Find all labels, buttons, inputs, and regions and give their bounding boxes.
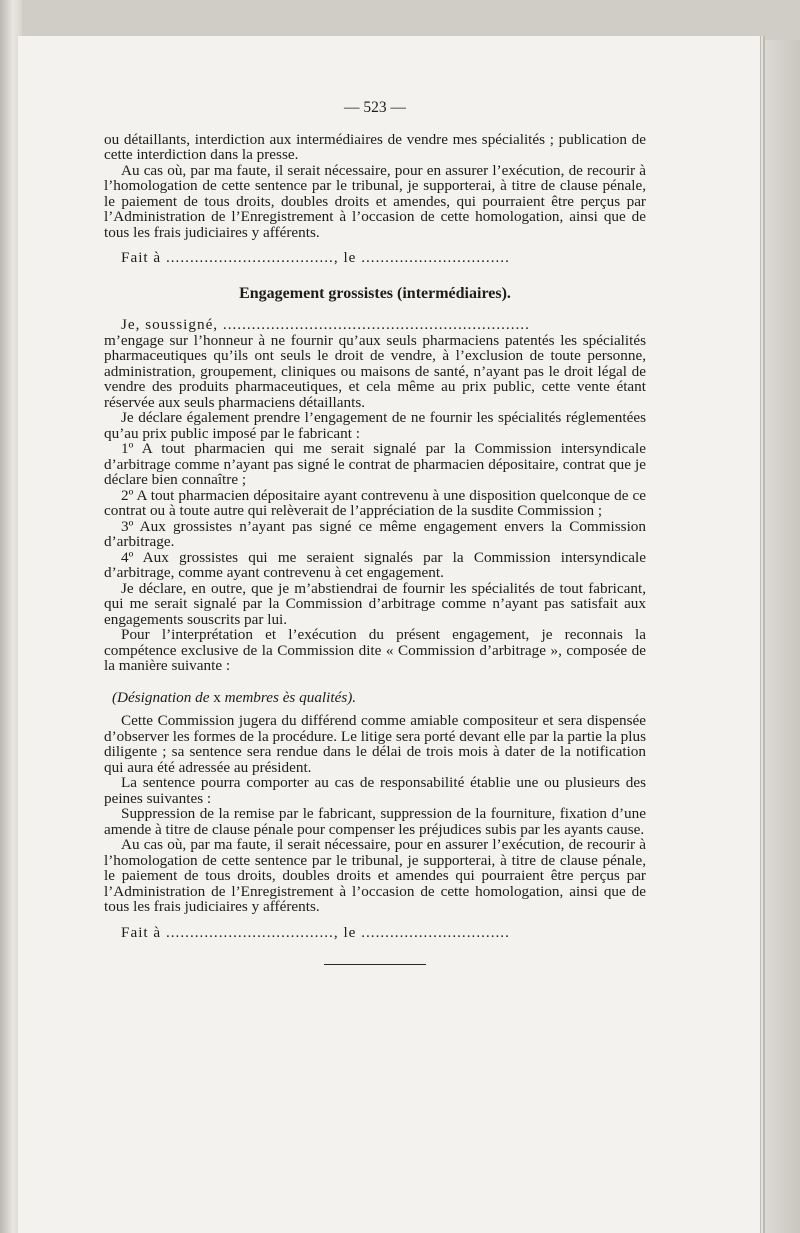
list-item: 3º Aux grossistes n’ayant pas signé ce même engagement envers la Commission d’arbitrage.	[104, 517, 646, 550]
page-stack-edge	[760, 40, 800, 1233]
list-item: 4º Aux grossistes qui me seraient signalés par la Commission intersyndicale d’arbitrage, comme ayant contrevenu à cet engagement.	[104, 548, 646, 581]
paragraph: Cette Commission jugera du différend comme amiable compositeur et sera dispensée d’observer les formes de la procédure. Le litige sera porté devant elle par la partie la plus diligente ; sa sentence sera rendue dans le délai de trois mois à dater de la notification qui aura été adressée au président.	[104, 712, 646, 776]
paragraph: La sentence pourra comporter au cas de responsabilité établie une ou plusieurs des peines suivantes :	[104, 774, 646, 807]
paragraph: Au cas où, par ma faute, il serait nécessaire, pour en assurer l’exécution, de recourir à l’homologation de cette sentence par le tribunal, je supporterai, à titre de clause pénale, le paiement de tous droits, doubles droits et amendes, qui pourraient être perçus par l’Administration de l’Enregistrement à l’occasion de cette homologation, ainsi que de tous les frais judiciaires y afférents.	[104, 161, 646, 241]
designation-text: (Désignation de	[112, 688, 210, 706]
paragraph: Au cas où, par ma faute, il serait nécessaire, pour en assurer l’exécution, de recourir à l’homologation de cette sentence par le tribunal, je supporterai, à titre de clause pénale, le paiement de tous droits, doubles droits et amendes qui pourraient être perçus par l’Administration de l’Enregistrement à l’occasion de cette homologation, ainsi que de tous les frais judiciaires y afférents.	[104, 836, 646, 915]
signature-line: Fait à ..................................., le ...............................	[121, 250, 510, 266]
section-heading: Engagement grossistes (intermédiaires).	[239, 284, 511, 302]
paragraph: Pour l’interprétation et l’exécution du présent engagement, je reconnais la compétence exclusive de la Commission dite « Commission d’arbitrage », composée de la manière suivante :	[104, 626, 646, 674]
designation-text: membres ès qualités).	[224, 688, 357, 706]
paragraph: Suppression de la remise par le fabricant, suppression de la fourniture, fixation d’une amende à titre de clause pénale pour compenser les préjudices subis par les ayants cause.	[104, 805, 646, 838]
page-number: — 523 —	[344, 99, 406, 116]
signature-line: Fait à ..................................., le ...............................	[121, 924, 510, 940]
list-item: 2º A tout pharmacien dépositaire ayant contrevenu à une disposition quelconque de ce contrat ou à toute autre qui relèverait de l’appréciation de la susdite Commission ;	[104, 486, 646, 519]
paragraph: m’engage sur l’honneur à ne fournir qu’aux seuls pharmaciens patentés les spécialités pharmaceutiques qu’ils ont seuls le droit de vendre, à l’exclusion de toute personne, administration, groupement, cliniques ou maisons de santé, n’ayant pas le droit légal de vendre des produits pharmaceutiques, et cela même au prix public, cette vente étant réservée aux seuls pharmaciens détaillants.	[104, 331, 646, 411]
list-item: 1º A tout pharmacien qui me serait signalé par la Commission intersyndicale d’arbitrage comme n’ayant pas signé le contrat de pharmacien dépositaire, contrat que je déclare bien connaître ;	[104, 440, 646, 488]
paragraph: Je déclare, en outre, que je m’abstiendrai de fournir les spécialités de tout fabricant, qui me serait signalé par la Commission d’arbitrage comme n’ayant pas satisfait aux engagements souscrits par lui.	[104, 579, 646, 628]
signatory-line: Je, soussigné, ................................................................	[121, 317, 530, 333]
designation-count: x	[213, 688, 221, 706]
commission-designation	[104, 690, 646, 706]
paragraph: Je déclare également prendre l’engagement de ne fournir les spécialités réglementées qu’au prix public imposé par le fabricant :	[104, 409, 646, 442]
paragraph: ou détaillants, interdiction aux intermédiaires de vendre mes spécialités ; publication de cette interdiction dans la presse.	[104, 130, 646, 163]
page-content	[104, 100, 646, 965]
closing-rule	[324, 964, 426, 965]
